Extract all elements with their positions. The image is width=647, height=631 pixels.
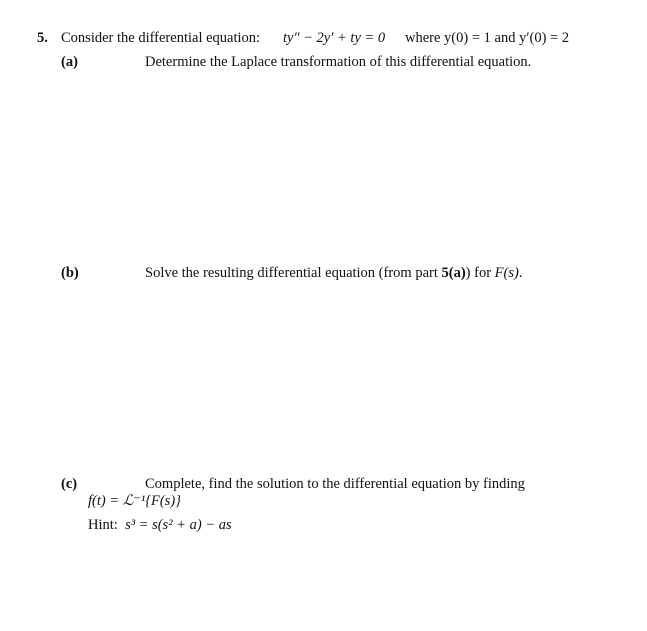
part-a-label: (a) [61, 54, 78, 70]
part-b-end: . [518, 265, 523, 281]
part-c-hint [88, 516, 232, 534]
hint-formula: s³ = s(s² + a) − as [125, 517, 232, 533]
part-b-text [145, 264, 522, 282]
problem-number: 5. [37, 30, 48, 46]
part-b-var: F(s) [494, 265, 519, 281]
part-c-formula: f(t) = ℒ⁻¹{F(s)} [88, 493, 181, 509]
part-a-text: Determine the Laplace transformation of this differential equation. [145, 54, 532, 70]
part-b-text-before: Solve the resulting differential equation (from part [145, 265, 442, 281]
part-c-label: (c) [61, 476, 78, 492]
part-b-label: (b) [61, 265, 79, 281]
initial-conditions: where y(0) = 1 and y′(0) = 2 [405, 30, 570, 46]
problem-intro: Consider the differential equation: [61, 30, 261, 46]
differential-equation: ty″ − 2y′ + ty = 0 [283, 30, 386, 46]
part-b-text-after: ) for [465, 265, 495, 281]
hint-label: Hint: [88, 517, 118, 533]
part-b-ref: 5(a) [441, 265, 466, 281]
part-c-text: Complete, find the solution to the differential equation by finding [145, 476, 525, 492]
